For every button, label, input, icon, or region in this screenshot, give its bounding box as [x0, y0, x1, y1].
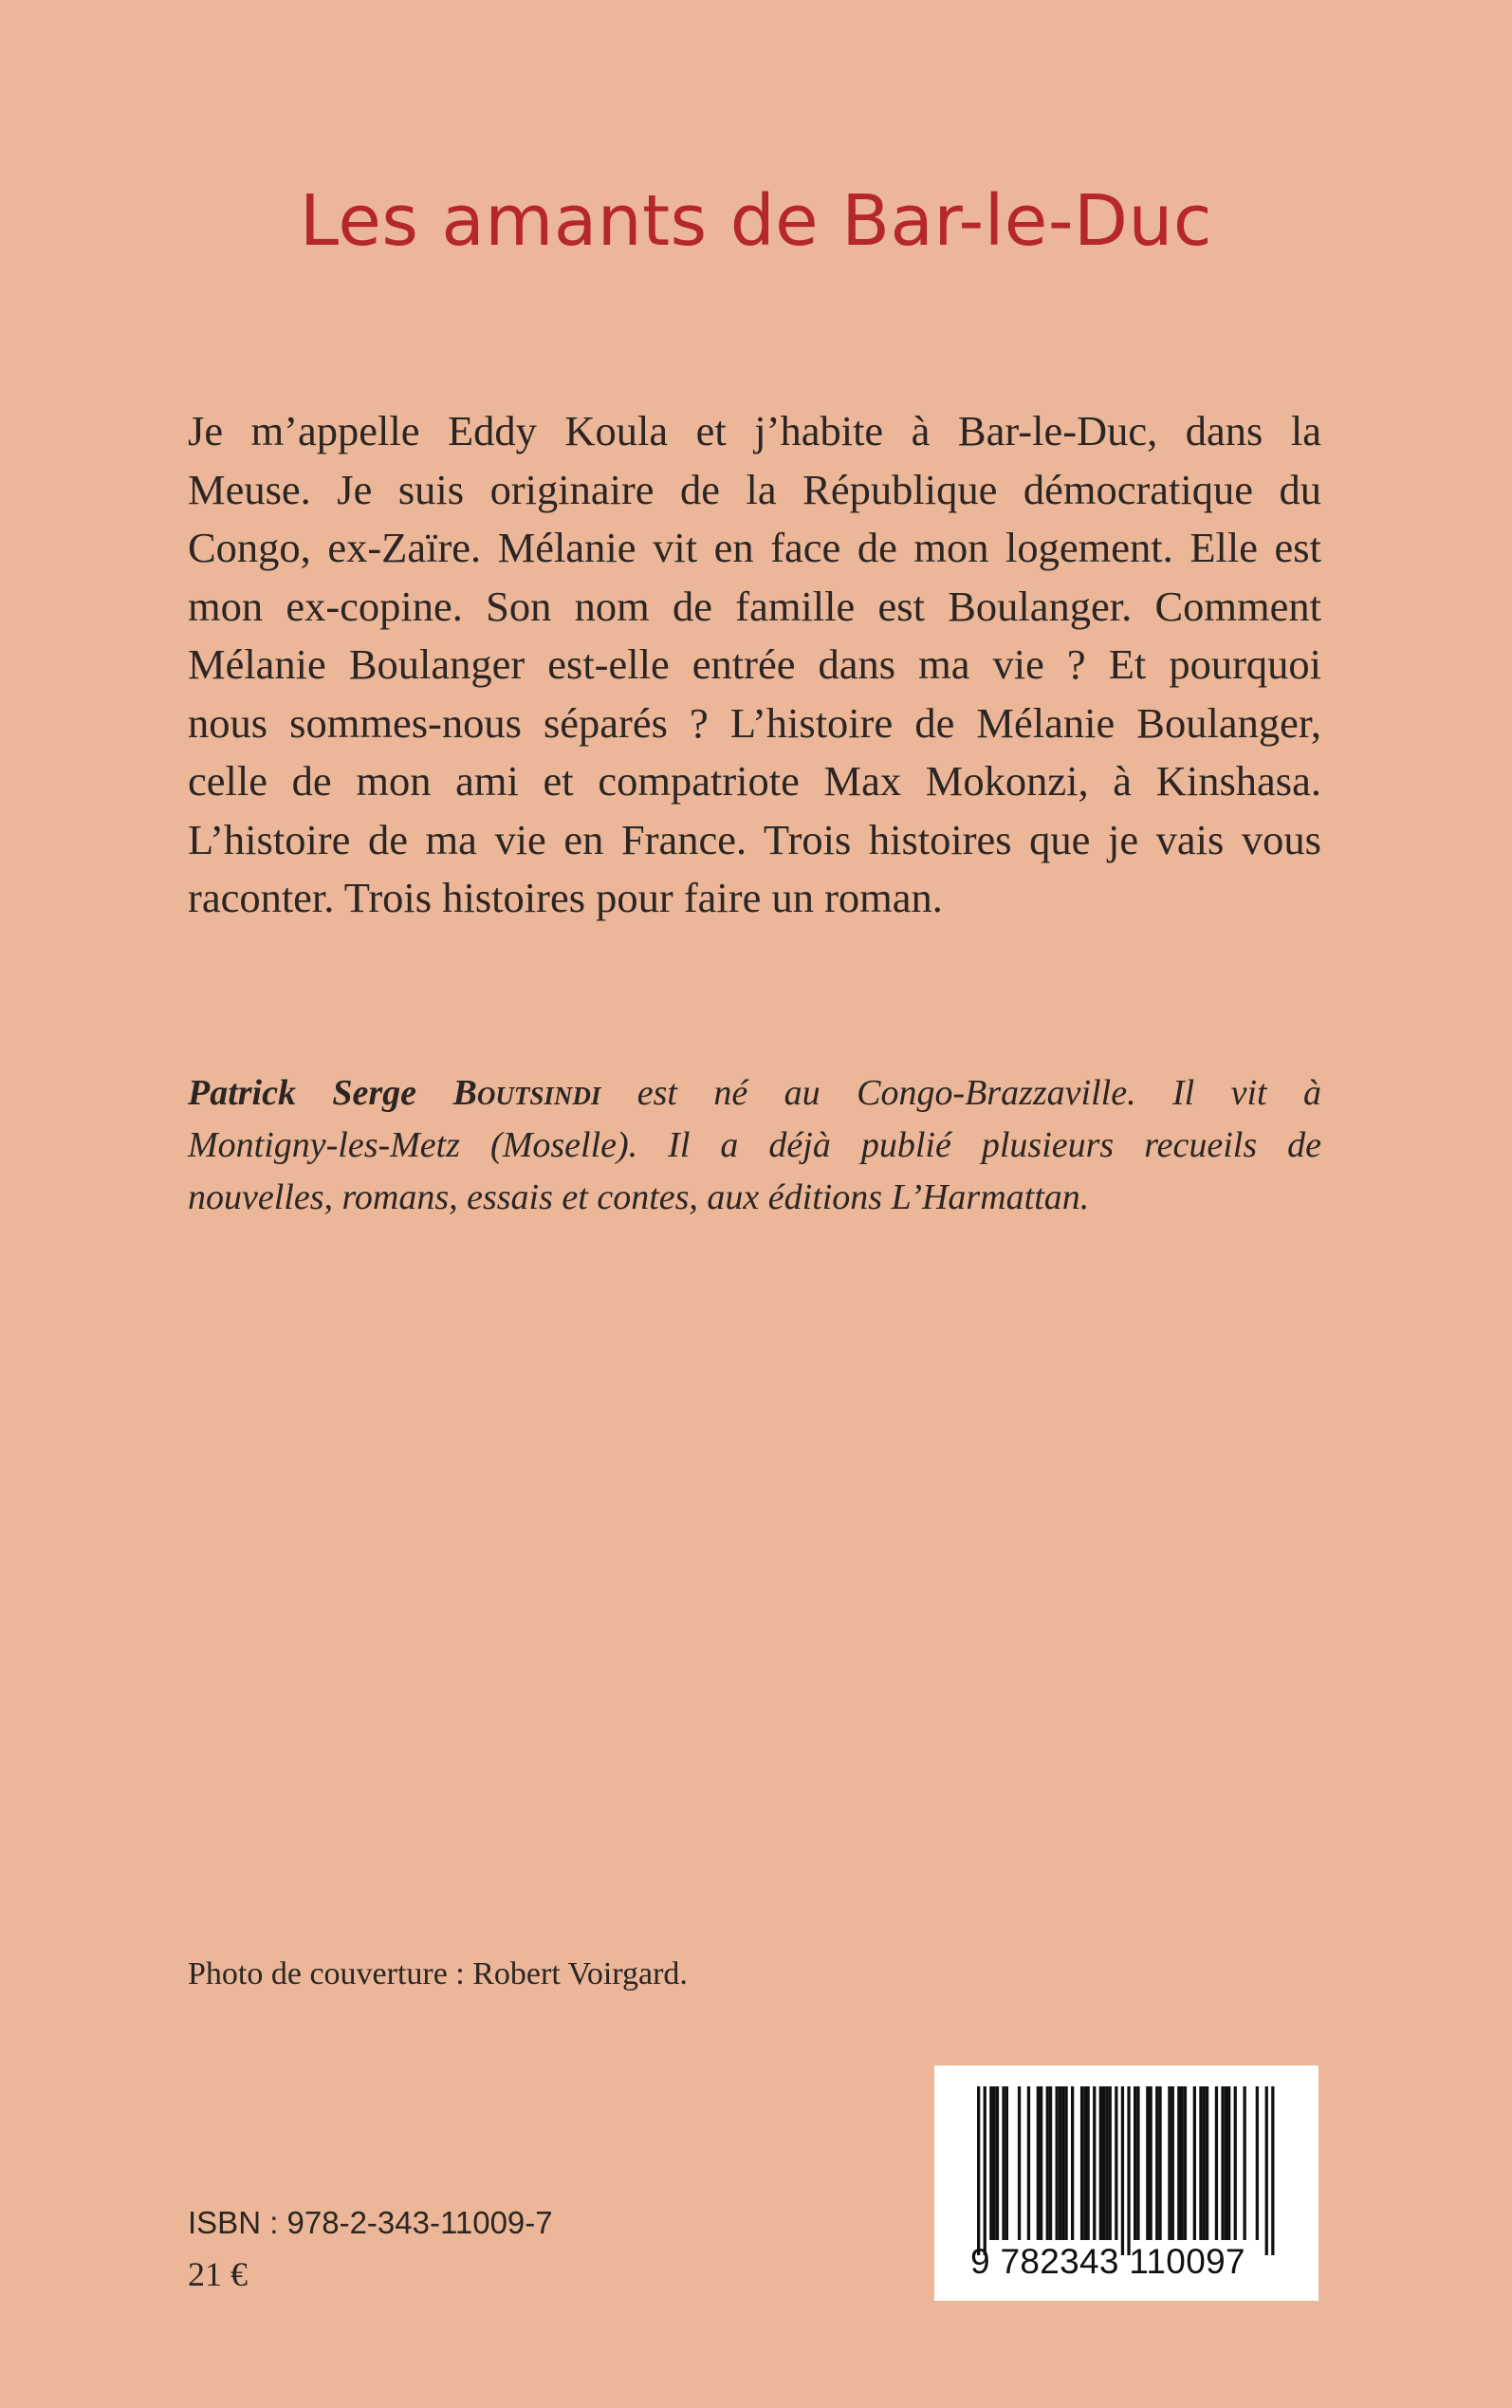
barcode-bar	[1193, 2086, 1196, 2240]
barcode-bar	[1102, 2086, 1105, 2240]
barcode-bar	[1049, 2086, 1052, 2240]
barcode-bar	[1080, 2086, 1083, 2240]
barcode-bar	[993, 2086, 996, 2240]
barcode-bar	[1171, 2086, 1174, 2240]
barcode-bar	[1221, 2086, 1224, 2240]
barcode-bar	[1115, 2086, 1117, 2240]
barcode-bar	[1244, 2086, 1246, 2240]
barcode-bar	[1002, 2086, 1005, 2240]
barcode-bar	[996, 2086, 999, 2240]
barcode-bar	[1061, 2086, 1064, 2240]
barcode-bar	[1056, 2086, 1059, 2240]
barcode-bar	[1018, 2086, 1021, 2240]
synopsis	[188, 402, 1321, 928]
barcode-bar	[1134, 2086, 1136, 2240]
isbn: ISBN : 978-2-343-11009-7	[188, 2205, 553, 2240]
synopsis-line: Je m’appelle Eddy Koula et j’habite à Bar-le-Duc, dans la	[188, 407, 1321, 454]
barcode-bar	[1256, 2086, 1259, 2240]
barcode-bar	[1234, 2086, 1237, 2240]
barcode-bar	[1071, 2086, 1074, 2240]
barcode-bar	[1271, 2086, 1274, 2255]
barcode-bar	[1037, 2086, 1040, 2240]
barcode-bar	[1225, 2086, 1227, 2240]
barcode-bar	[984, 2086, 986, 2255]
barcode-bar	[1158, 2086, 1161, 2240]
barcode-bar	[1040, 2086, 1042, 2240]
barcode-bar	[1109, 2086, 1112, 2240]
barcode-bar	[1168, 2086, 1171, 2240]
barcode-bar	[1121, 2086, 1124, 2255]
barcode-bar	[1265, 2086, 1268, 2255]
barcode-bar	[1059, 2086, 1061, 2240]
book-title: Les amants de Bar-le-Duc	[299, 180, 1213, 262]
barcode-bar	[1093, 2086, 1096, 2240]
barcode-bar	[1083, 2086, 1086, 2240]
barcode-bar	[1064, 2086, 1067, 2240]
barcode-digits: 9 782343 110097	[970, 2242, 1245, 2281]
author-first-names: Patrick Serge	[188, 1073, 417, 1113]
barcode-bar	[1184, 2086, 1187, 2240]
barcode-bar	[1206, 2086, 1208, 2240]
barcode-bar	[1227, 2086, 1230, 2240]
barcode-bar	[1150, 2086, 1152, 2240]
photo-credit: Photo de couverture : Robert Voirgard.	[188, 1956, 688, 1991]
synopsis-line: celle de mon ami et compatriote Max Mokonzi, à Kinshasa.	[188, 757, 1321, 805]
synopsis-line: Mélanie Boulanger est-elle entrée dans ma vie ? Et pourquoi	[188, 640, 1321, 688]
barcode-bar	[1181, 2086, 1184, 2240]
synopsis-line: Meuse. Je suis originaire de la République démocratique du	[188, 465, 1321, 513]
barcode-bar	[1136, 2086, 1139, 2240]
barcode-bar	[1087, 2086, 1090, 2240]
barcode-bar	[1199, 2086, 1202, 2240]
barcode-bar	[1027, 2086, 1030, 2240]
barcode-bar	[1127, 2086, 1130, 2255]
barcode-bar	[1099, 2086, 1102, 2240]
barcode-bar	[989, 2086, 992, 2240]
author-bio	[188, 1067, 1321, 1224]
barcode-bar	[1005, 2086, 1008, 2240]
barcode-bar	[1046, 2086, 1049, 2240]
synopsis-line: mon ex-copine. Son nom de famille est Boulanger. Comment	[188, 582, 1321, 630]
synopsis-line: Congo, ex-Zaïre. Mélanie vit en face de mon logement. Elle est	[188, 524, 1321, 571]
barcode-bar	[1146, 2086, 1149, 2240]
author-surname: Boutsindi	[452, 1073, 601, 1113]
author-bio-text: est né au Congo-Brazzaville. Il vit à	[636, 1073, 1322, 1113]
author-bio-line	[188, 1067, 1321, 1120]
price: 21 €	[188, 2255, 248, 2293]
barcode-bar	[977, 2086, 980, 2255]
barcode-bar	[1155, 2086, 1158, 2240]
synopsis-line: nous sommes-nous séparés ? L’histoire de Mélanie Boulanger,	[188, 698, 1321, 747]
synopsis-line: raconter. Trois histoires pour faire un roman.	[188, 874, 943, 921]
barcode-bar	[1203, 2086, 1206, 2240]
author-bio-line: nouvelles, romans, essais et contes, aux éditions L’Harmattan.	[188, 1177, 1090, 1217]
barcode-bar	[1177, 2086, 1180, 2240]
barcode-bar	[1215, 2086, 1218, 2240]
synopsis-line: L’histoire de ma vie en France. Trois histoires que je vais vous	[188, 815, 1321, 863]
barcode	[934, 2065, 1318, 2301]
barcode-bar	[1105, 2086, 1108, 2240]
author-bio-line: Montigny-les-Metz (Moselle). Il a déjà publié plusieurs recueils de	[188, 1125, 1321, 1165]
